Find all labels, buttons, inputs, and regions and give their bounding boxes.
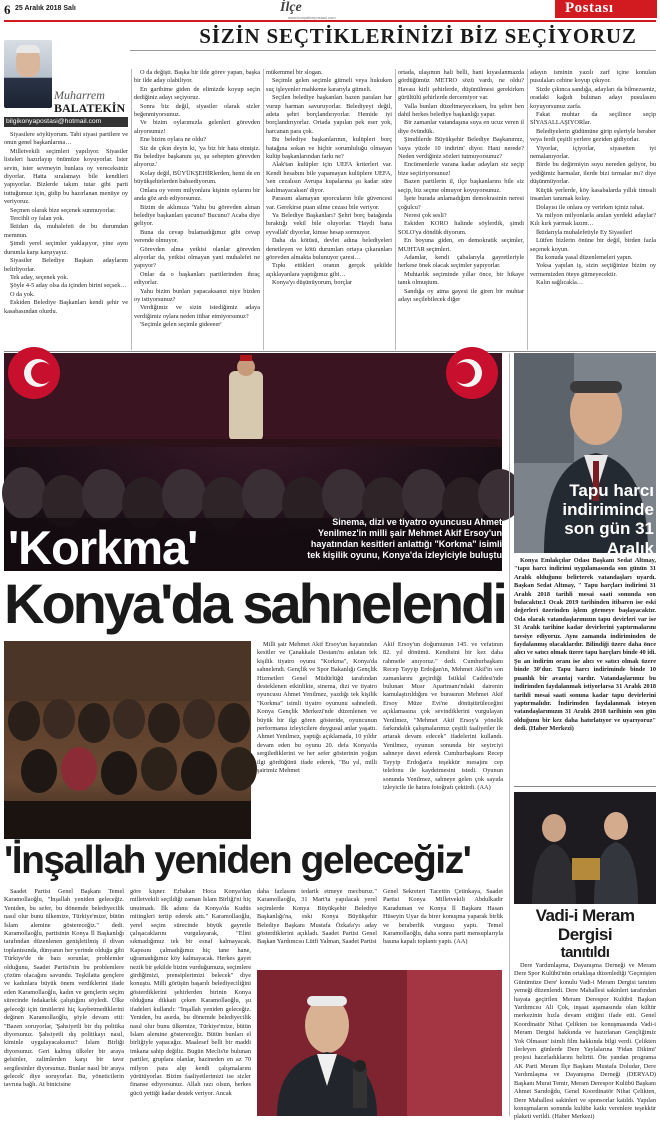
vadi-title-line1: Vadi-i Meram	[535, 906, 635, 925]
paragraph: Ya milyon milyonlarla anılan yerdeki adaylar? Kılı kırk yarmak lazım…	[530, 211, 656, 228]
paragraph: Genel Sekreteri Tacettin Çetinkaya, Saadet Partisi Konya Milletvekili Abdulkadir Karaduman ve Konya İl Başkanı Hasan Hüseyin Uyar da birer konuşma yaparak birlik ve beraberlik vurgusu yaptı. Temel Karamollaoğlu, daha sonra parti mensuplarıyla basına kapalı toplantı yaptı. (AA)	[383, 888, 503, 946]
ilce-sublogo: www.konyailcepostasi.com	[288, 15, 336, 20]
paragraph: Dolayısı ile onlara oy verirken içiniz rahat.	[536, 203, 645, 211]
column-divider	[263, 69, 264, 350]
column-divider	[527, 69, 528, 350]
paragraph: Yiyorlar, içiyorlar, siyasetten iyi nemalanıyorlar.	[530, 144, 656, 161]
paragraph: Seçmen olarak bize seçenek sunmuyorlar.	[10, 206, 116, 214]
paragraph: Buna da cevap bulamadığımız gibi cevap verende olmuyor.	[134, 228, 260, 245]
paragraph: Seçimle gelen seçimle gitmeli veya hukuken suç işleyenler mahkeme kararıyla gitmeli.	[266, 77, 392, 93]
column-text-col4	[398, 69, 524, 350]
paragraph: Fakat muhtar da seçilince seçip SİYASALLAŞIYORlar.	[530, 111, 656, 127]
tapu-headline-line3: son gün 31 Aralık	[564, 519, 654, 558]
paragraph: Tek aday, seçenek yok.	[10, 273, 69, 281]
column-text-col2	[134, 69, 260, 350]
paragraph: En garibime giden de elimizde koyup seçin dediğiniz adayı seçiyoruz.	[134, 85, 260, 102]
author-last-name: BALATEKİN	[54, 101, 126, 115]
paragraph: Birde bu değirmiyin suyu nereden geliyor, bu yediğimiz harmalar, ilerde bizi tırmalar mı? diye düşünmüyorlar.	[530, 161, 656, 186]
paragraph: Kalın sağlıcakla…	[536, 279, 584, 287]
paragraph: Muhtarlık seçiminde yıllar önce, bir hikaye tanık olmuştum.	[398, 270, 524, 287]
insallah-text-col4	[383, 888, 503, 966]
paragraph: 'Seçimle gelen seçimle gideeeer'	[140, 321, 222, 329]
column-divider	[395, 69, 396, 350]
korkma-text-col1	[257, 641, 377, 836]
author-first-name: Muharrem	[54, 88, 105, 102]
paragraph: Neresi çok sesli?	[404, 211, 447, 219]
paragraph: Bu belediye başkanlarının, kulüpleri borç batağına sokan ve hiçbir sorumluluğu olmayan kulüp başkanlarından farkı ne?	[266, 136, 392, 161]
paragraph: Şöyle 4-5 aday olsa da içinden birini seçsek…	[10, 282, 127, 290]
korkma-text-col2	[383, 641, 503, 836]
paragraph: İktidarı da, muhalefeti de bu durumdan memnun.	[4, 223, 128, 239]
author-photo	[4, 40, 52, 108]
newspaper-logo: Postası	[565, 0, 614, 16]
paragraph: Seçilen belediye başkanları bazen paraları har vurup harman savuruyorlar. Belediyeyi değil, adeta şehri borçlandırıyorlar. Hemide iyi borçlandırıyorlar. Ortada yapılan pek eser yok, harcanan para çok.	[266, 94, 392, 135]
audience-photo	[4, 641, 251, 839]
paragraph: Milletvekili seçimleri yapılıyor. Siyasiler listeleri hazırlayıp önümüze koyuyorlar. İster sevin, ister sevmeyin bunlara oy vereceksiniz diyorlar. Hatta sıralamayı bile kendileri yapıyorlar. Bizlerde takım tutar gibi parti tuttuğumuz için, gidip bu hazırlanan menüye oy veriyoruz.	[4, 147, 128, 206]
paragraph: Sizde çıkınca sandığa, adayları da bilmezseniz, oradaki kağıdı bulunan adayı pusulasını koyuyorsunuz zarfa.	[530, 85, 656, 110]
column-text-col1	[4, 131, 128, 349]
actor-figure	[229, 371, 263, 441]
korkma-caption-line4: tek kişilik oyunu, Konya'da izleyiciyle buluştu	[307, 550, 502, 560]
paragraph: Onlar da o başkanları partilerinden ihraç ediyorlar.	[134, 270, 260, 287]
column-title: SİZİN SEÇTİKLERİNİZİ BİZ SEÇİYORUZ	[199, 24, 637, 48]
paragraph: Tercihli oy falan yok.	[10, 215, 65, 223]
paragraph: Dere Yardımlaşma, Dayanışma Derneği ve Meram Dere Spor Kulübü'nün ortaklaşa düzenlediği 'Geçmişten Günümüze Dere' konulu Vadi-i Meram Dergisi tanıtım yemeği düzenlendi. Dere Mahallesi sakinleri tarafından hayata geçirilen Meram Derespor Kulübü Başkan Yardımcısı Ali Çok, inşaat aşamasında olan kültür merkezinin hızla devam ettiğini ifade etti. Genel Koordinatör Nihat Çelikten ise konuşmasında Vadi-i Meram Dergisi hakkında ve hazırlanan Gençliğimiz Yok Olmasın' isimli film hakkında bilgi verdi. Çelikten ilerleyen günlerde Dere Yaylalarına 'Fidan Dikimi' projesi hazırladıklarını belirtti. Öte yandan programa AK Parti Meram İlçe Başkanı Mustafa Doludar, Dere Yardımlaşma ve Dayanışma Derneği (DERYAD) Başkanı Murat Temir, Meram Derespor Kulübü Başkanı Ahmet Sarıdoğdu, Genel Koordinatör Nihat Çelikten, Dere Mahallesi sakinleri ve sponsorlar katıldı. Yapılan konuşmaların sonunda kulübe katkı verenlere teşekkür plaketi verildi. (Haber Merkezi)	[514, 962, 656, 1121]
author-email[interactable]: bilgikonyapostasi@hotmail.com	[6, 118, 102, 125]
insallah-headline: 'İnşallah yeniden geleceğiz'	[4, 839, 471, 882]
paragraph: Ve bizim oylarımızla gelenleri görevden alıyorsunuz!	[134, 119, 260, 135]
paragraph: Küçük yerlerde, köy kasabalarda yıllık timsali insanları tanımak kolay.	[530, 186, 656, 203]
paragraph: Yahu bizim bunları yapacaksanız niye bizden oy istiyorsunuz?	[134, 287, 260, 303]
paragraph: Şimdilerde Büyükşehir Belediye Başkanımız, 'suya yüzde 10 indirim' diyor. Hani nerede? Neden verdiğiniz sözleri tutmuyorsunuz?	[398, 136, 524, 161]
tapu-headline-line2: indiriminde	[562, 500, 654, 519]
paragraph: Konya Emlakçılar Odası Başkanı Sedat Altınay, "tapu harcı indirimi uygulamasında son günün 31 Aralık olduğunu belirterek vatandaşları uyardı. Başkan Sedat Altınay, " Tapu harçları indirimi 31 Aralık 2018 tarihli mesai saati sonunda son bulacaktır.1 Ocak 2019 tarihinden itibaren ise eski değerleri üzerinden işlem görmeye başlayacaktır. Oda olarak vatandaşlarımızın tapu devirleri var ise 31 Aralık tarihine kadar devirlerini yaptırmalarını tavsiye ediyoruz. Aynı zamanda indiriminden de faydalanmış olacaklardır. Bilindiği üzere daha önce alıcı ve satıcı olmak üzere tapu harçları binde 40 idi. Şu an indirim oranı ise alıcı ve satıcı olmak üzere binde 30'dur. Tapu harcı indiriminde binde 10 puanlık bir avantaj vardır. Vatandaşlarımız bu indirimden faydalanmak istiyorlarsa 31 Aralık 2018 tarihli mesai saati sonuna kadar tapu devirlerini yaptırmalıdır. İndirimden faydalanmak isteyen vatandaşlarımızın 31 Aralık 2018 tarihinin son gün olduğunu bir kez daha hatırlatıyor ve uyarıyoruz" dedi. (Haber Merkezi)	[514, 557, 656, 733]
paragraph: Ya Belediye Başkanları? Şehri borç batağında bıraktığı vekil bile oluyorlar. 'Haydi bana eyvallah' diyorlar, kimse hesap sormuyor.	[266, 211, 392, 236]
paragraph: Belediyelerin güdümüne girip eşleriyle beraber veya ferdi çeşitli yerlere geziden gidiyorlar.	[530, 127, 656, 144]
column-text-col5	[530, 69, 656, 350]
paragraph: Konya'yı düşünüyorum, borçlar	[272, 279, 353, 287]
paragraph: göre kişner. Erbakan Hoca Konya'dan milletvekili seçildiği zaman İslam Birliği'ni hiç unutmadı. İlk adımı da Konya'da Kudüs mitingleri tertip ederek attı." Karamollaoğlu, yerel seçim sürecinde büyük gayretle çalışacaklarını vurgulayarak, "Elini sıkmadığımız tek bir esnaf kalmayacak. Kapısını çalmadığımız hiç tane hane, uğramadığımız köy kalmayacak. Herkes gayet nezik bir şekilde bizim vurduğumuza, seçimlere girdiğimizi, prensiplerimizi belecek" diye konuştu. Milli görüşün başarılı belediyeciliğini gösterdiklerini şehirlerden birinin Konya olduğuna dikkati çeken Karamollaoğlu, şu ifadeleri kullandı: "İnşallah yeniden geleceğiz. Yeniden, bu asırda, bu dönemde belediyecilik nasıl olur bunu ülkemize, Türkiye'mize, bütün İslam alemine göstereceğiz. Bütün bunları el birliğiyle yapacağız. Maalesef belli bir maddi imkana sahip değiliz. Bugün Meclis'te bulunan partiler, gruplara olanlar, hazineden en az 70 milyon para alıp kendi çalışmalarını yürütüyorlar. Bizim faaliyetlerimizi ise sizler finanse ediyorsunuz. Allah razı olsun, herkes gücü yettiği kadar destek veriyor. Ancak	[130, 888, 251, 1097]
paragraph: Lütfen bizlerin önüne bir değil, birden fazla seçenek koyun.	[530, 237, 656, 253]
korkma-caption-line2: Yenilmez'in milli şair Mehmet Akif Ersoy'un	[318, 528, 502, 538]
paragraph: Bu konuda yasal düzenlemeleri yapın.	[536, 253, 633, 261]
column-divider	[131, 69, 132, 350]
paragraph: Siyasiler Belediye Başkan adaylarını belirliyorlar.	[4, 257, 128, 273]
paragraph: Tıpkı ettikleri oranın gerçek şekilde açıklayanlara yaptığımız gibi…	[266, 262, 392, 278]
ilce-logo: İlçe	[280, 0, 302, 15]
paragraph: Parasını alamayan sporcuların bile güvencesi var. Gerekirse puan silme cezası bile veriyor.	[266, 195, 392, 211]
paragraph: Daha da kötüsü, devlet adına belediyeleri denetleyen ve kötü durumları ortaya çıkaranları görevden almakta bulunuyor çaresi…	[266, 237, 392, 261]
paragraph: ortada, ulaşımın hali belli, hani kıyaslanmazda gördüğümüz METRO sözü vardı, ne oldu? Havası kirli şehirlerde, düşünülmesi gerekirken gürültülü şehirlerde dercemiyor var.	[398, 69, 524, 102]
paragraph: Milli şair Mehmet Akif Ersoy'un hayatından kesitler ve Çanakkale Destanı'nı anlatan tek kişilik tiyatro oyunu "Korkma", Konya'da sahnelendi. Gençlik ve Spor Bakanlığı Gençlik Hizmetleri Genel Müdürlüğü tarafından desteklenen etkinlikte, sinema, dizi ve tiyatro oyuncusu Ahmet Yenilmez, yazdığı tek kişilik "Korkma" isimli tiyatro oyununu sahneledi. Konya Gençlik Merkezi'nde düzenlenen ve büyük bir ilgi gören gösteride, oyuncunun performansı izleyicilere duygusal anlar yaşattı. Ahmet Yenilmez, yaptığı açıklamada, 10 yıldır devam eden bu oyunu 20. defa Konya'da sergilediklerini ve her sefer gösterinin yoğun ilgi gördüğünü ifade ederek, "Bu yıl, milli şairimiz Mehmet	[257, 641, 377, 775]
paragraph: Yoksa yapılan iş, sizin seçtiğinize bizim oy vermemizden öteye gitmeyecektir.	[530, 262, 656, 278]
paragraph: Onlara oy veren milyonlara kişinin oylarını bir anda göz ardı ediyorsunuz.	[134, 186, 260, 203]
right-column-divider	[509, 353, 510, 1116]
paragraph: Sonra biz değil, siyasiler olarak sizler beğenmiyorsunuz.	[134, 102, 260, 119]
paragraph: Adamlar, kendi çabalarıyla gayretleriyle herkese önek olacak seçimler yapıyorlar.	[398, 253, 524, 270]
paragraph: Siz de çıkın deyin ki, 'ya biz bir hata etmişiz. Bu belediye başkanını şu, şu sebepten görevden alıyoruz.'	[134, 144, 260, 169]
paragraph: Alak'tan kulüpler için UEFA kriterleri var. Kendi hesabını bile yapamayan kulüplere UEFA, 'sen cezalısın Avrupa kupalarına şu kadar süre katılmayacaksın' diyor.	[266, 161, 392, 194]
paragraph: Ene bizim oylara ne oldu?	[140, 136, 207, 144]
page-date: 25 Aralık 2018 Salı	[15, 5, 76, 12]
paragraph: O da yok.	[10, 290, 35, 298]
paragraph: mükemmel bir slogan.	[266, 69, 323, 76]
insallah-text-col3	[257, 888, 377, 966]
page-number: 6	[4, 2, 11, 17]
paragraph: Valla bunları düzeltmeyeceksen, bu şehre ben dahil herkes belediye başkanlığı yapar.	[398, 102, 524, 119]
paragraph: Görevden alma yetkisi olanlar görevden alıyorlar da, yetkisi olmayan yani muhalefet ne yapıyor?	[134, 245, 260, 270]
vadi-title-line2: Dergisi	[557, 925, 613, 944]
paragraph: Encümenlerle varana kadar adayları siz seçip bize seçtiriyorsunuz!	[398, 161, 524, 177]
paragraph: Bazen partilerin il, ilçe başkanlarını bile siz seçip, biz seçme olmuyor koyuyorsunuz.	[398, 178, 524, 194]
paragraph: Siyasilere söylüyorum. Tabi siyasi partilere ve onun genel başkanlarına…	[4, 131, 128, 147]
paragraph: İktidarıyla muhalefetiyle Ey Siyasiler!	[536, 228, 633, 236]
author-hair	[16, 45, 40, 53]
paragraph: daha fazlasını tedarik etmeye mecburuz." Karamollaoğlu, 31 Mart'ta yapılacak yerel seçimlerde Konya Büyükşehir Belediye Başkanlığı'na, eski Konya Büyükşehir Belediye Başkanı Mustafa Özkafa'yı aday gösterdiklerini açıkladı. Saadet Partisi Genel Başkan Yardımcısı Lütfi Yalman, Saadet Partisi	[257, 888, 377, 946]
ceremony-illustration	[514, 792, 656, 904]
paragraph: Verdiğimiz ve sizin istediğimiz adaya verdiğimiz oylara neden itibar etmiyorsunuz?	[134, 304, 260, 320]
paragraph: Akif Ersoy'un doğumunun 145. ve vefatının 82. yıl dönümü. Kendisini bir kez daha rahmetle anıyoruz." dedi. Cumhurbaşkanı Recep Tayyip Erdoğan'ın, Mehmet Akif'in son zamanlarını geçirdiği İstiklal Caddesi'nde bulunan Mısır Apartmanı'ndaki dairenin kamulaştırıldığını ve burasının Mehmet Akif Ersoy Müze Evi'ne dönüştürüleceğini açıklamasına çok sevindiklerini vurgulayan Yenilmez, "Mehmet Akif Ersoy'a yönelik farkındalık çalışmalarımız çeşitli faaliyetler ile artarak devam edecek" ifadelerini kullandı. Yenilmez, oyunun sonunda bir seyirciyi sahneye davet ederek Cumhurbaşkanı Recep Tayyip Erdoğan'a teşekkür mesajını cep telefonu ile kaydetmesini istedi. Oyunun sonunda Yenilmez, sahneye gelen çok sayıda izleyicile ile hatıra fotoğrafı çektirdi. (AA)	[383, 641, 503, 791]
korkma-caption-line3: hayatından kesitleri anlattığı "Korkma" isimli	[310, 539, 502, 549]
tapu-headline-line1: Tapu harcı	[569, 481, 654, 500]
audience-illustration	[4, 641, 251, 839]
plaque	[572, 858, 600, 880]
insallah-text-col2	[130, 888, 251, 1116]
konya-headline: Konya'da sahnelendi	[4, 572, 505, 635]
korkma-caption-line1: Sinema, dizi ve tiyatro oyuncusu Ahmet	[332, 517, 502, 527]
tapu-text	[514, 557, 656, 783]
paragraph: Eskiden KORO halinde söylerdik, şimdi SOLO'ya döndük diyorum.	[398, 220, 524, 236]
paragraph: Bir zamanlar vatandaşına suya en ucuz veren il diye övündük.	[398, 119, 524, 135]
paragraph: Bizim de aklımıza 'Yahu bu görevden alınan belediye başkanları şucunu? Bucunu? Acaba diye geliyor.	[134, 203, 260, 228]
column-title-divider	[130, 50, 656, 51]
paragraph: Sandığa oy atma gayesi ile giren bir muhtar adayı seçilebilecek diğer	[398, 287, 524, 303]
section-divider	[4, 351, 656, 352]
paragraph: Eskiden Belediye Başkanları kendi şehir ve kasabasından olurdu.	[4, 299, 128, 315]
karamollaoglu-photo	[257, 970, 502, 1116]
vadi-meram-photo	[514, 792, 656, 904]
header-divider	[4, 20, 656, 22]
paragraph: En boyuna giden, en demokratik seçimler, MUHTAR seçimleri.	[398, 237, 524, 253]
vadi-text	[514, 962, 656, 1121]
paragraph: O da değişti. Başka bir ilde görev yapan, başka bir ilde aday olabiliyor.	[134, 69, 260, 85]
column-text-col3	[266, 69, 392, 350]
insallah-text-col1	[4, 888, 124, 1116]
right-column-section-divider	[514, 786, 656, 787]
paragraph: Şimdi yerel seçimler yaklaşıyor, yine aynı durumla karşı karşıyayız.	[4, 240, 128, 256]
paragraph: adayın isminin yazılı zarf içine konulan pusulaları cebine koyup çıkıyor.	[530, 69, 656, 85]
paragraph: İşete burada anlamadığım demokrasinin neresi çoğulcu?	[398, 195, 524, 211]
vadi-title-line3: tanıtıldı	[560, 944, 610, 961]
korkma-headline: 'Korkma'	[8, 521, 198, 574]
speaker-illustration	[257, 970, 502, 1116]
paragraph: Saadet Partisi Genel Başkanı Temel Karamollaoğlu, "İnşallah yeniden geleceğiz. Yeniden, bu sefer, bu dönemde belediyecilik nasıl olur bunu ülkemize, Türkiye'mize, bütün İslam alemine göstereceğiz." dedi. Karamollaoğlu, partisinin Konya İl Başkanlığı tarafından düzenlenen genişletilmiş il divan toplantısında, dünyanın her yerinde olduğu gibi Türkiye'de de bazı sorunlar, problemler olduğunu, Saadet Partisi'nin bu problemlere çözüm olacağını savundu. Teşkilatta gençlere ve kadınlara büyük önem verdiklerini ifade eden Karamollaoğlu, kadın ve gençlerin seçim sürecinde fedakarlık çalıştığını söyledi. Ülke geleceği için ümitlerini hiç kaybetmediklerini değinen Karamollaoğlu, şöyle devam etti: "Bazen soruyorlar, 'Şahsiyetli bir dış politika diyorsunuz. Şahsiyetli dış politikayı nasıl, kiminle uygulayacaksınız? İslam Birliği diyorsunuz. Geri kalmış ülkeler bir araya gelsinler, zalimlerden karşı bir tavır sergilesinler diyorsunuz. Bunlar nasıl bir araya gelecek' diye soruyorlar. Bu, yöneticilerin tavrına bağlı. At binicisine	[4, 888, 124, 1089]
paragraph: Kolay değil, BÜYÜKŞEHİRlerden, hemi de en büyükşehirlerden bahsediyorum.	[134, 169, 260, 186]
